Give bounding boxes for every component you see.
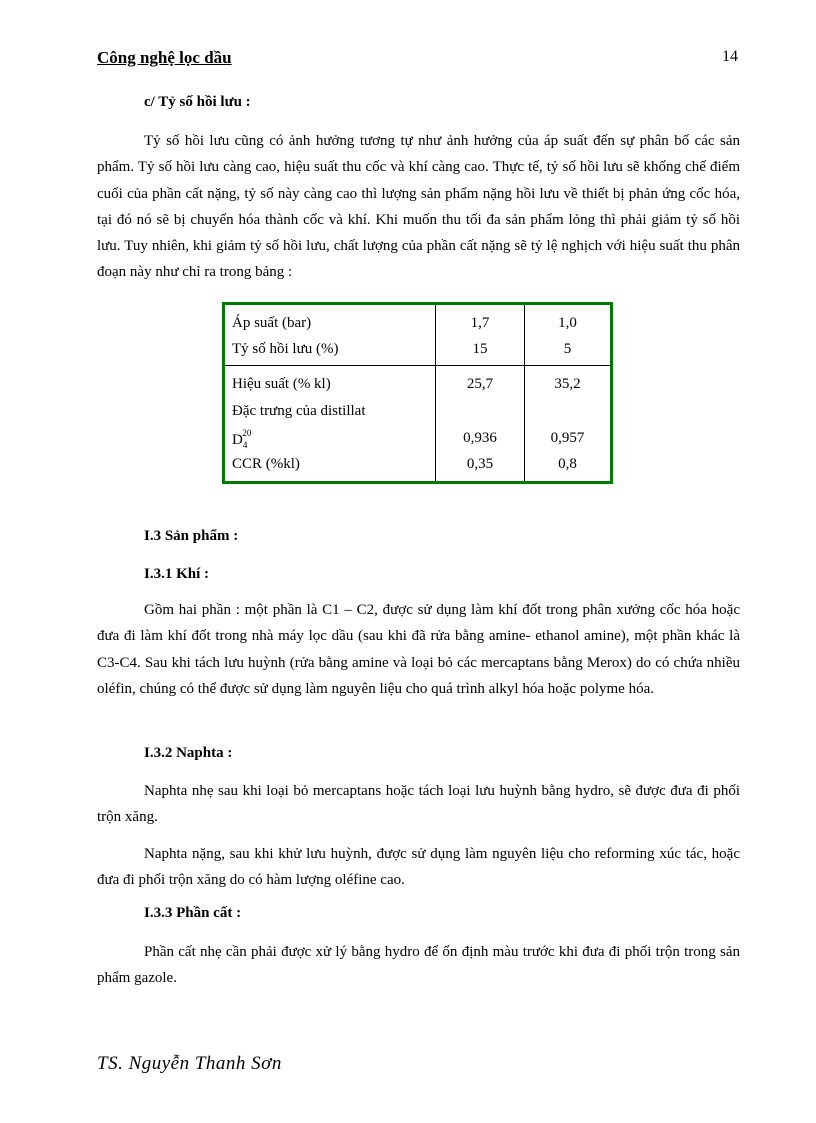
data-table [222,302,613,484]
table-cell-value: 5 [563,341,572,357]
table-cell-label: Đặc trưng của distillat [232,403,366,419]
document-title: Công nghệ lọc dầu [97,48,232,67]
table-cell-value: 15 [472,341,488,357]
table-cell-value: 1,0 [558,315,577,331]
table-cell-value: 1,7 [470,315,490,331]
table-cell-value: 0,936 [463,430,497,446]
section-heading-products: I.3 Sản phẩm : [144,528,239,544]
paragraph-light-naphtha: Naphta nhẹ sau khi loại bỏ mercaptans hoặc tách loại lưu huỳnh bằng hydro, sẽ được đưa đi phối trộn xăng. [97,783,740,826]
table-cell-value: 0,8 [558,456,577,472]
paragraph-heavy-naphtha: Naphta nặng, sau khi khử lưu huỳnh, được sử dụng làm nguyên liệu cho reforming xúc tác, hoặc đưa đi phối trộn xăng do có hàm lượng oléfine cao. [97,846,740,889]
section-heading-naphtha: I.3.2 Naphta : [144,745,233,761]
table-cell-value: 0,957 [550,430,585,446]
table-cell-label: Tỷ số hồi lưu (%) [232,341,339,357]
paragraph-gas: Gồm hai phần : một phần là C1 – C2, được sử dụng làm khí đốt trong phân xưởng cốc hóa hoặc đưa đi làm khí đốt trong nhà máy lọc dầu (sau khi đã rửa bằng amine- ethanol amine), một phần khác là C3-C4. Sau khi tách lưu huỳnh (rửa bằng amine và loại bỏ các mercaptans bằng Merox) do có chứa nhiều oléfin, chúng có thể được sử dụng làm nguyên liệu cho quá trình alkyl hóa hoặc polyme hóa. [97,602,740,697]
table-cell-value: 0,35 [466,456,494,472]
section-heading-reflux-ratio: c/ Tỷ số hồi lưu : [144,94,251,110]
table-cell-label [232,430,256,450]
table-cell-label: CCR (%kl) [232,456,300,472]
author-signature: TS. Nguyễn Thanh Sơn [97,1053,282,1074]
page-number: 14 [722,48,738,65]
table-cell-label: Áp suất (bar) [232,315,312,331]
section-heading-distillate: I.3.3 Phần cất : [144,905,242,921]
table-cell-value: 35,2 [554,376,581,392]
paragraph-distillate: Phần cất nhẹ cần phải được xử lý bằng hydro để ổn định màu trước khi đưa đi phối trộn trong sản phẩm gazole. [97,944,740,987]
table-cell-label: Hiệu suất (% kl) [232,376,331,392]
density-superscript: 20 [242,428,252,438]
section-heading-gas: I.3.1 Khí : [144,566,210,582]
density-subscript: 4 [242,440,248,450]
density-symbol: D [232,432,243,448]
table-cell-value: 25,7 [466,376,494,392]
table-row-divider [225,365,610,366]
paragraph-reflux-ratio: Tỷ số hồi lưu cũng có ảnh hưởng tương tự như ảnh hưởng của áp suất đến sự phân bố các sản phẩm. Tỷ số hồi lưu càng cao, hiệu suất thu cốc và khí càng cao. Thực tế, tỷ số hồi lưu sẽ khống chế điểm cuối của phần cất nặng, tỷ số này càng cao thì lượng sản phẩm nặng hồi lưu về thiết bị phản ứng cốc hóa, tại đó nó sẽ bị chuyển hóa thành cốc và khí. Khi muốn thu tối đa sản phẩm lỏng thì phải giảm tỷ số hồi lưu. Tuy nhiên, khi giảm tỷ số hồi lưu, chất lượng của phần cất nặng sẽ tỷ lệ nghịch với hiệu suất thu phân đoạn này như chỉ ra trong bảng : [97,133,740,281]
